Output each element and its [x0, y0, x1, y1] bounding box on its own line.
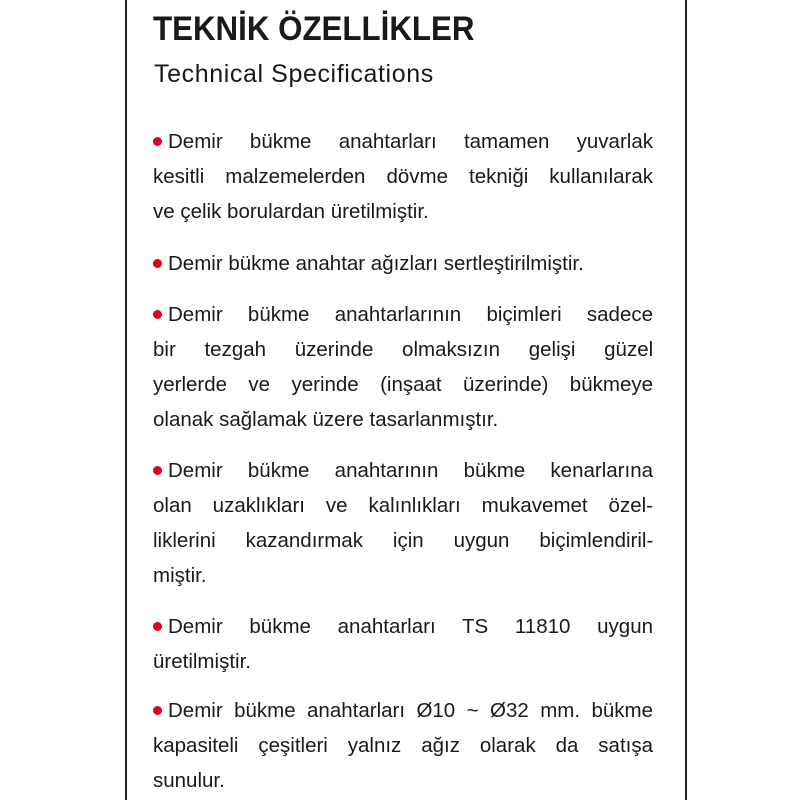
spec-line: Demir bükme anahtarları tamamen yuvarlak — [153, 124, 653, 159]
spec-line: bir tezgah üzerinde olmaksızın gelişi güzel — [153, 338, 654, 361]
spec-line: sunulur. — [153, 769, 225, 792]
bullet-icon — [153, 310, 162, 319]
spec-line: Demir bükme anahtarları TS 11810 uygun — [153, 609, 653, 644]
spec-line: Demir bükme anahtarının bükme kenarlarına — [153, 453, 653, 488]
spec-item-6 — [153, 693, 653, 798]
spec-line: kapasiteli çeşitleri yalnız ağız olarak da satışa — [153, 734, 653, 757]
spec-line: olanak sağlamak üzere tasarlanmıştır. — [153, 408, 499, 431]
bullet-icon — [153, 259, 162, 268]
spec-line: Demir bükme anahtarları Ø10 ~ Ø32 mm. bükme — [153, 693, 653, 728]
bullet-icon — [153, 466, 162, 475]
spec-item-4 — [153, 453, 653, 593]
bullet-icon — [153, 706, 162, 715]
bullet-icon — [153, 622, 162, 631]
bullet-icon — [153, 137, 162, 146]
spec-item-2 — [153, 246, 653, 281]
spec-line: yerlerde ve yerinde (inşaat üzerinde) bükmeye — [153, 373, 653, 396]
spec-item-5 — [153, 609, 653, 679]
spec-line: kesitli malzemelerden dövme tekniği kullanılarak — [153, 165, 653, 188]
spec-line: olan uzaklıkları ve kalınlıkları mukavemet özel- — [153, 494, 653, 517]
spec-line: Demir bükme anahtar ağızları sertleştirilmiştir. — [153, 246, 653, 281]
page-title: TEKNİK ÖZELLİKLER — [153, 10, 475, 48]
spec-line: üretilmiştir. — [153, 650, 251, 673]
spec-line: Demir bükme anahtarlarının biçimleri sadece — [153, 297, 653, 332]
spec-line: ve çelik borulardan üretilmiştir. — [153, 200, 429, 223]
spec-line: miştir. — [153, 564, 207, 587]
spec-item-1 — [153, 124, 653, 229]
spec-line: liklerini kazandırmak için uygun biçimlendiril- — [153, 529, 654, 552]
page-subtitle: Technical Specifications — [154, 60, 434, 88]
spec-item-3 — [153, 297, 653, 437]
